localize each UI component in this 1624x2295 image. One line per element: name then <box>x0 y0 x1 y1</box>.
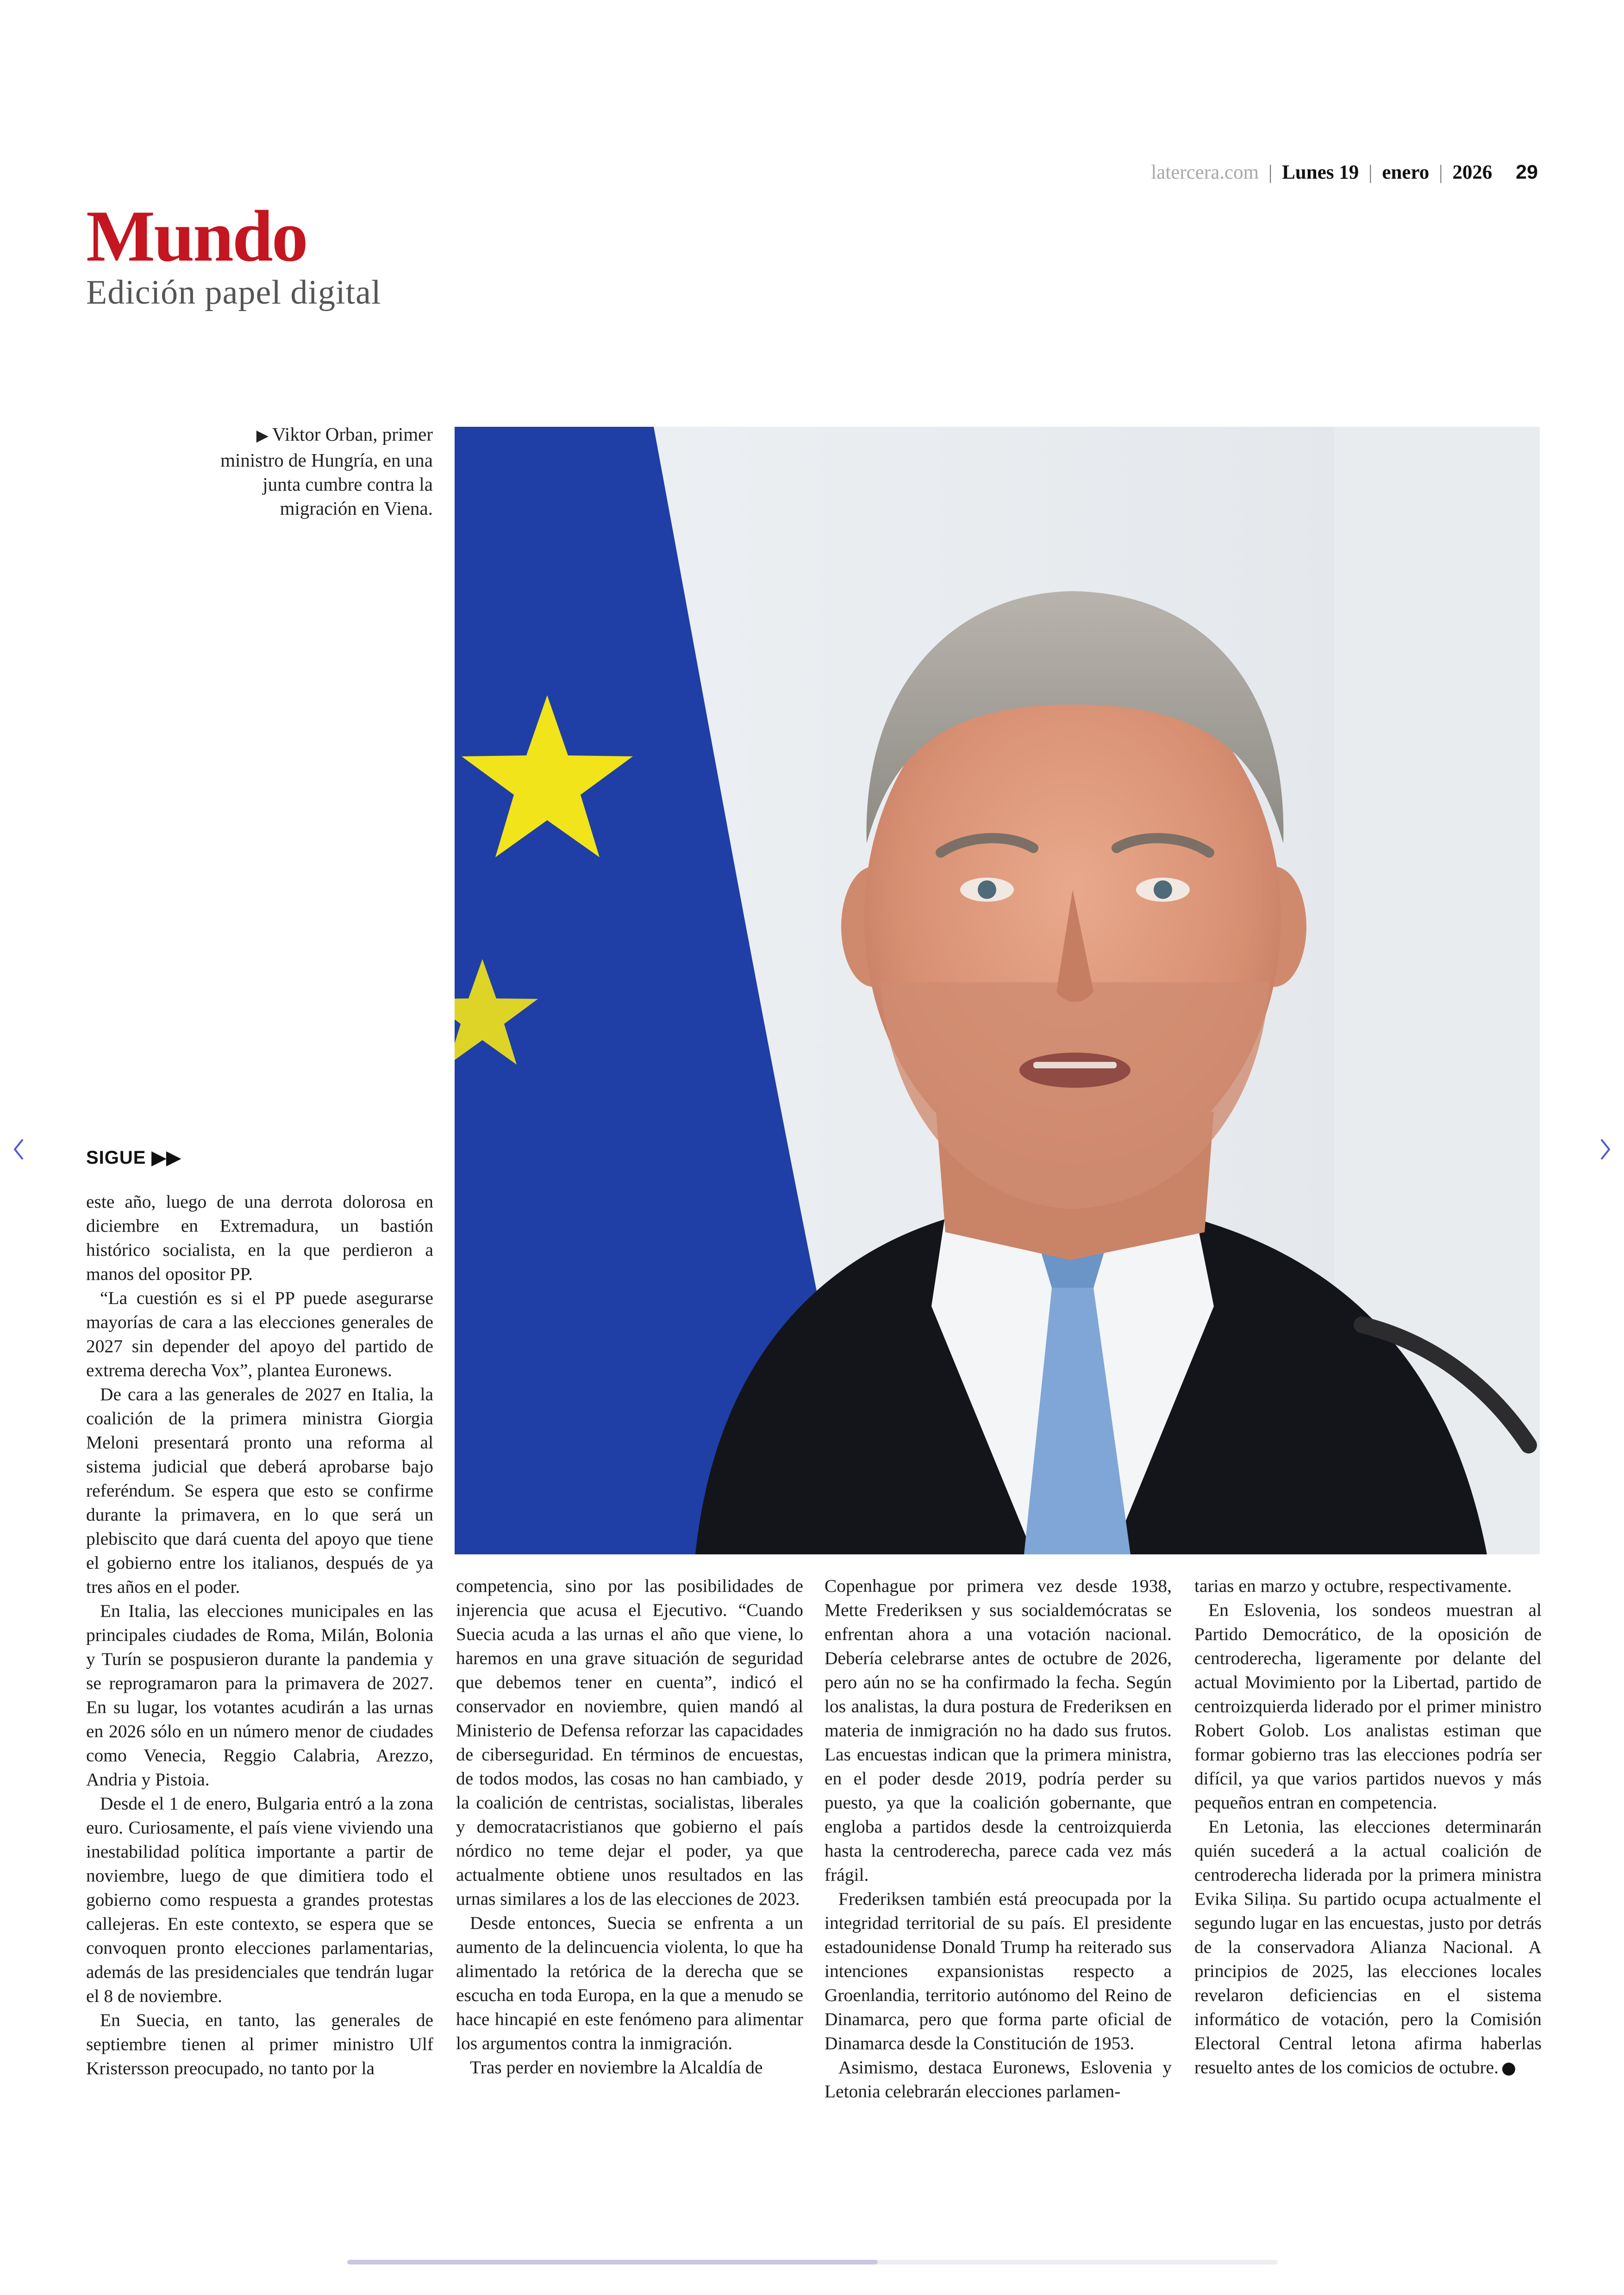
chevron-right-icon <box>1596 1135 1615 1163</box>
article-photo <box>455 427 1540 1554</box>
paragraph: Desde el 1 de enero, Bulgaria entró a la zona euro. Curiosamente, el país viene viviendo una inestabilidad política importante a partir de noviembre, luego de que dimitiera todo el gobierno como respuesta a grandes protestas callejeras. En este contexto, se espera que se convoquen pronto elecciones parlamentarias, además de las presidenciales que tendrán lugar el 8 de noviembre. <box>86 1793 433 2006</box>
separator: | <box>1439 162 1443 183</box>
photo-caption <box>194 422 433 520</box>
site-name[interactable]: latercera.com <box>1151 162 1259 183</box>
article-column-3 <box>824 1574 1172 2103</box>
paragraph: De cara a las generales de 2027 en Italia, la coalición de la primera ministra Giorgia Meloni presentará pronto una reforma al sistema judicial que deberá aprobarse bajo referéndum. Se espera que esto se confirme durante la primavera, en lo que será un plebiscito que dará cuenta del apoyo que tiene el gobierno entre los italianos, después de ya tres años en el poder. <box>86 1384 433 1597</box>
paragraph: Desde entonces, Suecia se enfrenta a un aumento de la delincuencia violenta, lo que ha alimentado la retórica de la derecha que se escucha en toda Europa, en la que a menudo se hace hincapié en este fenómeno para alimentar los argumentos contra la inmigración. <box>456 1913 803 2053</box>
page-header-meta <box>1151 161 1538 184</box>
paragraph: “La cuestión es si el PP puede asegurarse mayorías de cara a las elecciones generales de 2027 sin depender del apoyo del partido de extrema derecha Vox”, plantea Euronews. <box>86 1288 433 1380</box>
chevron-left-icon <box>9 1135 28 1163</box>
caption-text: Viktor Orban, primer ministro de Hungría, en una junta cumbre contra la migración en Viena. <box>220 424 433 519</box>
sigue-label: SIGUE ▶▶ <box>86 1148 181 1168</box>
page-number: 29 <box>1516 161 1538 183</box>
section-title: Mundo <box>86 196 307 277</box>
article-column-2 <box>456 1574 803 2079</box>
paragraph: competencia, sino por las posibilidades de injerencia que acusa el Ejecutivo. “Cuando Suecia acuda a las urnas el año que viene, lo haremos en una grave situación de seguridad que debemos tener en cuenta”, indicó el conservador en noviembre, quien mandó al Ministerio de Defensa reforzar las capacidades de ciberseguridad. En términos de encuestas, de todos modos, las cosas no han cambiado, y la coalición de centristas, socialistas, liberales y democratacristianos que gobierno el país nórdico no teme dejar el poder, ya que actualmente obtiene unos resultados en las urnas similares a los de las elecciones de 2023. <box>456 1576 803 1909</box>
paragraph <box>1194 1815 1542 2079</box>
paragraph: Frederiksen también está preocupada por la integridad territorial de su país. El presidente estadounidense Donald Trump ha reiterado sus intenciones expansionistas respecto a Groenlandia, territorio autónomo del Reino de Dinamarca, pero que forma parte oficial de Dinamarca desde la Constitución de 1953. <box>824 1889 1172 2053</box>
paragraph: En Italia, las elecciones municipales en las principales ciudades de Roma, Milán, Bolonia y Turín se pospusieron durante la pandemia y se reprogramaron para la primavera de 2027. En su lugar, los votantes acudirán a las urnas en 2026 sólo en un número menor de ciudades como Venecia, Reggio Calabria, Arezzo, Andria y Pistoia. <box>86 1601 433 1790</box>
paragraph: En Eslovenia, los sondeos muestran al Partido Democrático, de la oposición de centroderecha, ligeramente por delante del actual Movimiento por la Libertad, partido de centroizquierda liderado por el primer ministro Robert Golob. Los analistas estiman que formar gobierno tras las elecciones podría ser difícil, ya que varios partidos nuevos y más pequeños entran en competencia. <box>1194 1600 1542 1813</box>
caption-triangle-icon: ▶ <box>256 427 269 444</box>
paragraph-text: En Letonia, las elecciones determinarán quién sucederá a la actual coalición de centroderecha liderada por la primera ministra Evika Siliņa. Su partido ocupa actualmente el segundo lugar en las encuestas, justo por detrás de la conservadora Alianza Nacional. A principios de 2025, las elecciones locales revelaron deficiencias en el sistema informático de votación, pero la Comisión Electoral Central letona afirma haberlas resuelto antes de los comicios de octubre. <box>1194 1816 1542 2077</box>
next-page-button[interactable] <box>1592 1133 1619 1166</box>
paragraph: Asimismo, destaca Euronews, Eslovenia y Letonia celebrarán elecciones parlamen- <box>824 2057 1172 2102</box>
paragraph: Copenhague por primera vez desde 1938, Mette Frederiksen y sus socialdemócratas se enfrentan ahora a una votación nacional. Debería celebrarse antes de octubre de 2026, pero aún no se ha confirmado la fecha. Según los analistas, la dura postura de Frederiksen en materia de inmigración no ha dado sus frutos. Las encuestas indican que la primera ministra, en el poder desde 2019, podría perder su puesto, ya que la coalición gobernante, que engloba a partidos desde la centroizquierda hasta la centroderecha, parece cada vez más frágil. <box>824 1576 1172 1885</box>
paragraph: En Suecia, en tanto, las generales de septiembre tienen al primer ministro Ulf Kristersson preocupado, no tanto por la <box>86 2010 433 2078</box>
end-of-article-icon <box>1502 2063 1515 2076</box>
prev-page-button[interactable] <box>5 1133 32 1166</box>
photo-illustration <box>455 427 1540 1554</box>
article-column-4 <box>1194 1574 1542 2079</box>
header-day: Lunes 19 <box>1282 162 1359 183</box>
paragraph: este año, luego de una derrota dolorosa en diciembre en Extremadura, un bastión histórico socialista, en la que perdieron a manos del opositor PP. <box>86 1191 433 1284</box>
header-month: enero <box>1382 162 1430 183</box>
paragraph: Tras perder en noviembre la Alcaldía de <box>470 2057 763 2077</box>
header-year: 2026 <box>1452 162 1493 183</box>
separator: | <box>1368 162 1373 183</box>
paragraph: tarias en marzo y octubre, respectivamente. <box>1194 1576 1512 1596</box>
article-column-1 <box>86 1190 433 2080</box>
section-subtitle: Edición papel digital <box>86 274 381 312</box>
separator: | <box>1268 162 1273 183</box>
scroll-thumb[interactable] <box>347 2260 878 2264</box>
